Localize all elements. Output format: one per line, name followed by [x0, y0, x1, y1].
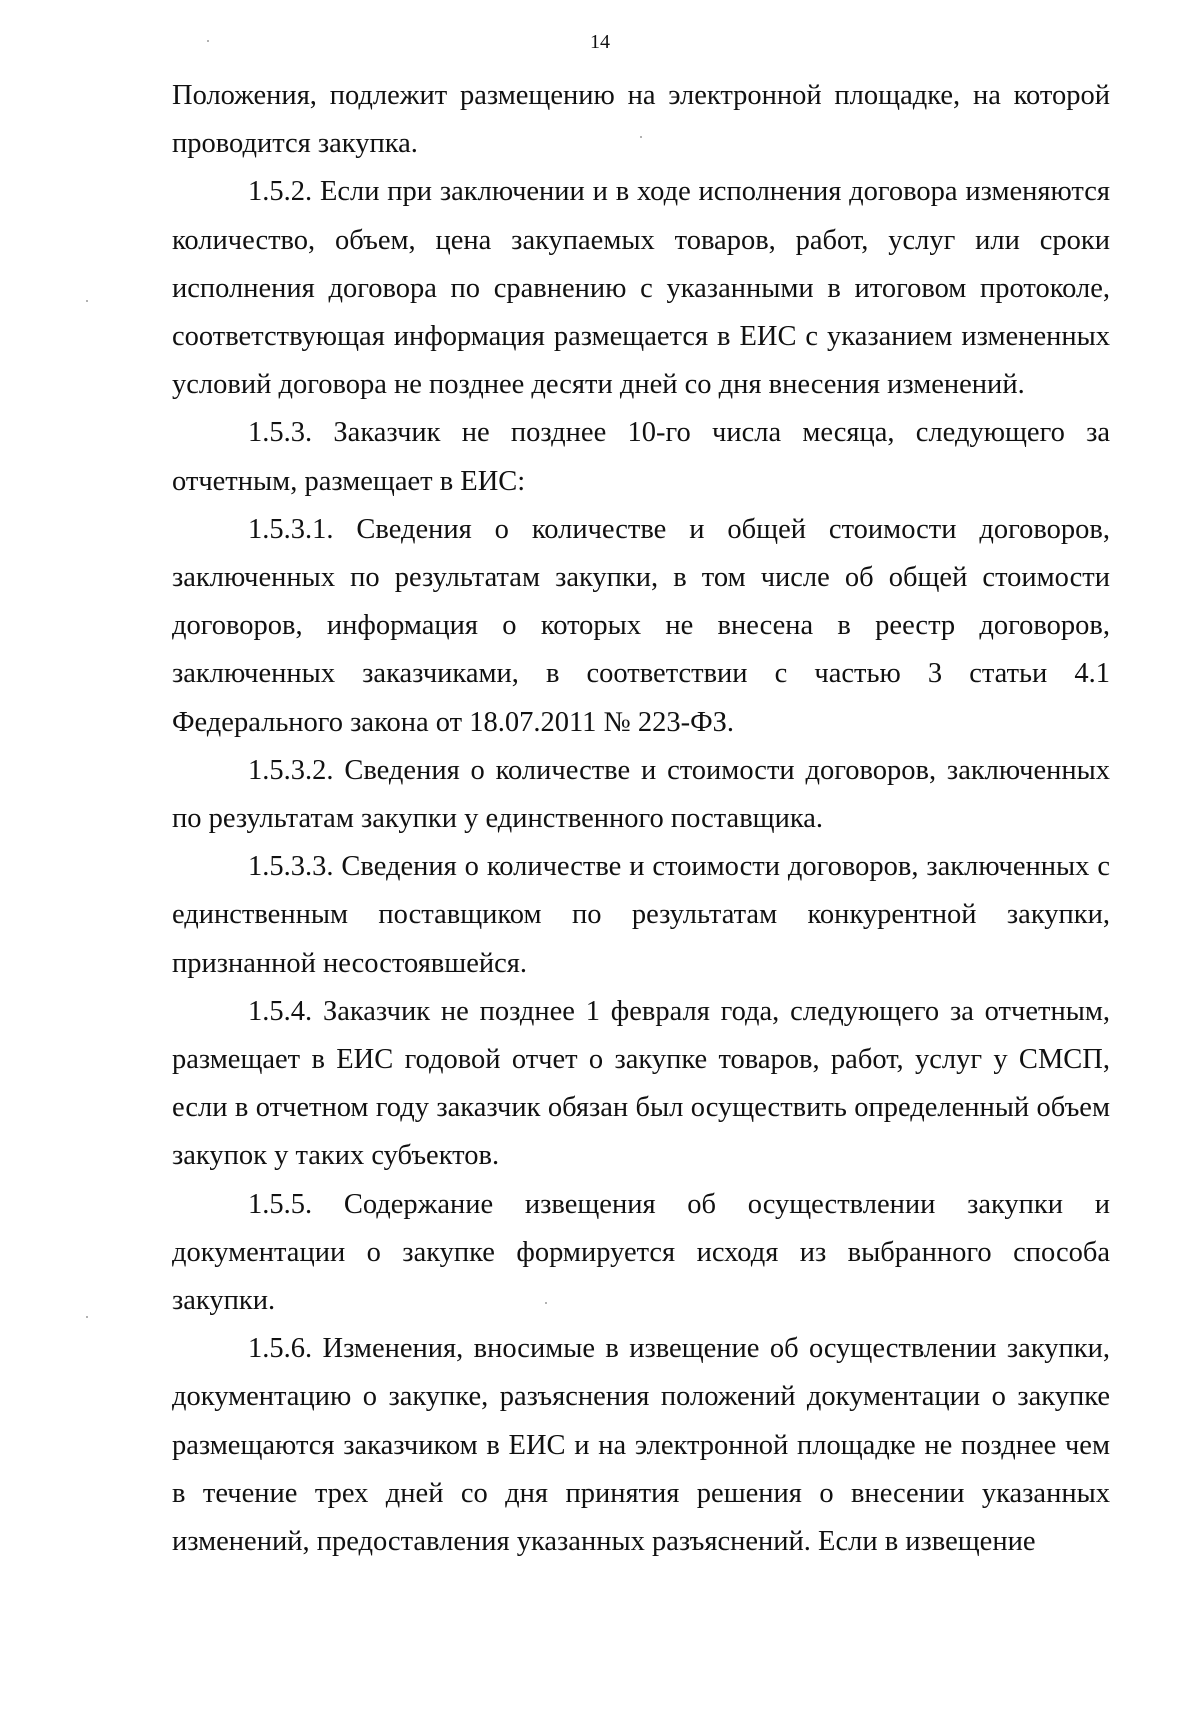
page-number: 14	[590, 31, 610, 53]
paragraph-continuation: Положения, подлежит размещению на электронной площадке, на которой проводится закупка.	[172, 80, 1110, 160]
paragraph-1-5-4: 1.5.4. Заказчик не позднее 1 февраля года, следующего за отчетным, размещает в ЕИС годовой отчет о закупке товаров, работ, услуг у СМСП, если в отчетном году заказчик обязан был осуществить определенный объем закупок у таких субъектов.	[172, 995, 1110, 1172]
paragraph-1-5-2: 1.5.2. Если при заключении и в ходе исполнения договора изменяются количество, объем, цена закупаемых товаров, работ, услуг или сроки исполнения договора по сравнению с указанными в итоговом протоколе, соответствующая информация размещается в ЕИС с указанием измененных условий договора не позднее десяти дней со дня внесения изменений.	[172, 176, 1110, 401]
paragraph-1-5-6: 1.5.6. Изменения, вносимые в извещение об осуществлении закупки, документацию о закупке, разъяснения положений документации о закупке размещаются заказчиком в ЕИС и на электронной площадке не позднее чем в течение трех дней со дня принятия решения о внесении указанных изменений, предоставления указанных разъяснений. Если в извещение	[172, 1333, 1110, 1558]
scan-speck	[545, 1302, 547, 1304]
paragraph-1-5-3-3: 1.5.3.3. Сведения о количестве и стоимости договоров, заключенных с единственным поставщиком по результатам конкурентной закупки, признанной несостоявшейся.	[172, 851, 1110, 979]
scan-speck	[86, 1316, 88, 1318]
document-body	[172, 72, 1110, 1566]
paragraph-1-5-5: 1.5.5. Содержание извещения об осуществлении закупки и документации о закупке формируется исходя из выбранного способа закупки.	[172, 1188, 1110, 1317]
scan-speck	[207, 40, 209, 42]
paragraph-1-5-3-2: 1.5.3.2. Сведения о количестве и стоимости договоров, заключенных по результатам закупки у единственного поставщика.	[172, 754, 1110, 835]
scan-speck	[86, 300, 88, 302]
paragraph-1-5-3: 1.5.3. Заказчик не позднее 10-го числа месяца, следующего за отчетным, размещает в ЕИС:	[172, 417, 1110, 497]
scan-speck	[640, 136, 642, 138]
paragraph-1-5-3-1: 1.5.3.1. Сведения о количестве и общей стоимости договоров, заключенных по результатам закупки, в том числе об общей стоимости договоров, информация о которых не внесена в реестр договоров, заключенных заказчиками, в соответствии с частью 3 статьи 4.1 Федерального закона от 18.07.2011 № 223-ФЗ.	[172, 513, 1110, 738]
